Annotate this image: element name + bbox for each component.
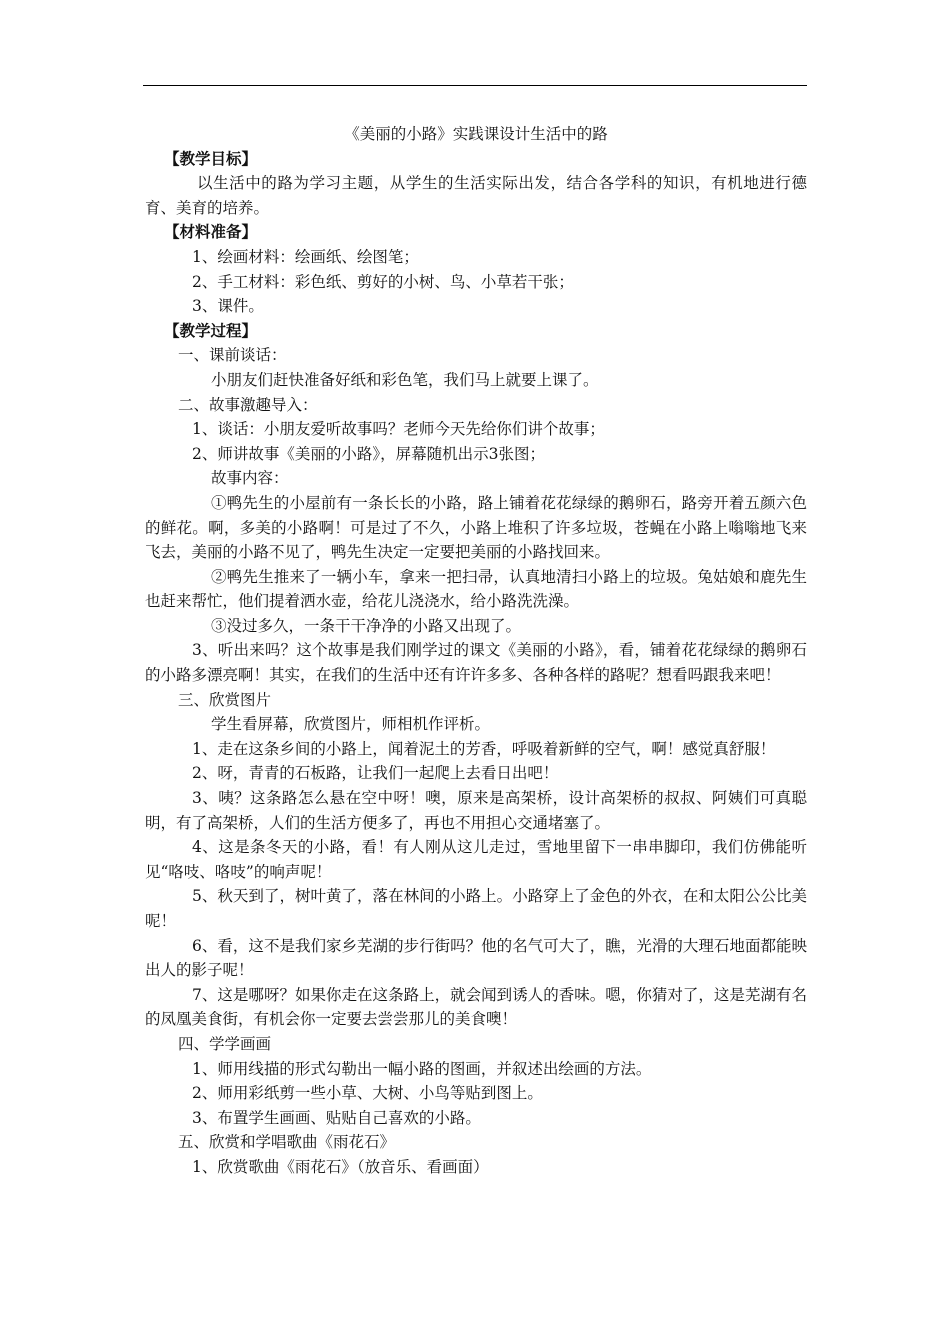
paragraph: 1、绘画材料：绘画纸、绘图笔；	[192, 247, 419, 266]
paragraph: 四、学学画画	[178, 1034, 272, 1053]
paragraph: 3、课件。	[192, 297, 264, 316]
paragraph: 2、手工材料：彩色纸、剪好的小树、鸟、小草若干张；	[192, 272, 574, 291]
paragraph: 2、师用彩纸剪一些小草、大树、小鸟等贴到图上。	[192, 1084, 543, 1103]
section-heading: 【材料准备】	[164, 222, 258, 242]
document-title: 《美丽的小路》实践课设计生活中的路	[344, 125, 608, 143]
paragraph: 7、这是哪呀？如果你走在这条路上，就会闻到诱人的香味。嗯，你猜对了，这是芜湖有名的凤凰美食街，有机会你一定要去尝尝那儿的美食噢！	[145, 985, 807, 1029]
paragraph: 故事内容：	[211, 469, 289, 488]
paragraph: 二、故事激趣导入：	[178, 395, 318, 414]
paragraph: 2、师讲故事《美丽的小路》，屏幕随机出示3张图；	[192, 444, 545, 463]
paragraph: ③没过多久，一条干干净净的小路又出现了。	[211, 616, 522, 635]
paragraph: 1、谈话：小朋友爱听故事吗？老师今天先给你们讲个故事；	[192, 420, 605, 439]
paragraph: 1、走在这条乡间的小路上，闻着泥土的芳香，呼吸着新鲜的空气，啊！感觉真舒服！	[192, 739, 776, 758]
section-heading: 【教学目标】	[164, 148, 258, 168]
paragraph: 2、呀，青青的石板路，让我们一起爬上去看日出吧！	[192, 764, 559, 783]
paragraph: 3、听出来吗？这个故事是我们刚学过的课文《美丽的小路》，看，铺着花花绿绿的鹅卵石的小路多漂亮啊！其实，在我们的生活中还有许许多多、各种各样的路呢？想看吗跟我来吧！	[145, 641, 807, 685]
header-rule	[143, 85, 807, 86]
document-body	[145, 122, 807, 1180]
document-blocks	[145, 147, 807, 1180]
paragraph: ②鸭先生推来了一辆小车，拿来一把扫帚，认真地清扫小路上的垃圾。兔姑娘和鹿先生也赶来帮忙，他们提着洒水壶，给花儿浇浇水，给小路洗洗澡。	[145, 567, 807, 611]
paragraph: 3、布置学生画画、贴贴自己喜欢的小路。	[192, 1108, 481, 1127]
paragraph: 4、这是条冬天的小路，看！有人刚从这儿走过，雪地里留下一串串脚印，我们仿佛能听见“咯吱、咯吱”的响声呢！	[145, 838, 807, 881]
paragraph: ①鸭先生的小屋前有一条长长的小路，路上铺着花花绿绿的鹅卵石，路旁开着五颜六色的鲜花。啊，多美的小路啊！可是过了不久，小路上堆积了许多垃圾，苍蝇在小路上嗡嗡地飞来飞去，美丽的小路不见了，鸭先生决定一定要把美丽的小路找回来。	[145, 493, 807, 562]
paragraph: 5、秋天到了，树叶黄了，落在林间的小路上。小路穿上了金色的外衣，在和太阳公公比美呢！	[145, 887, 807, 930]
paragraph: 小朋友们赶快准备好纸和彩色笔，我们马上就要上课了。	[211, 370, 599, 389]
paragraph: 1、欣赏歌曲《雨花石》（放音乐、看画面）	[192, 1157, 489, 1176]
paragraph: 3、咦？这条路怎么悬在空中呀！噢，原来是高架桥，设计高架桥的叔叔、阿姨们可真聪明，有了高架桥，人们的生活方便多了，再也不用担心交通堵塞了。	[145, 789, 807, 832]
paragraph: 1、师用线描的形式勾勒出一幅小路的图画，并叙述出绘画的方法。	[192, 1059, 652, 1078]
paragraph: 以生活中的路为学习主题，从学生的生活实际出发，结合各学科的知识，有机地进行德育、美育的培养。	[145, 174, 807, 217]
section-heading: 【教学过程】	[164, 320, 258, 340]
paragraph: 五、欣赏和学唱歌曲《雨花石》	[178, 1133, 396, 1152]
paragraph: 一、课前谈话：	[178, 346, 287, 365]
paragraph: 学生看屏幕，欣赏图片，师相机作评析。	[211, 715, 491, 734]
paragraph: 三、欣赏图片	[178, 690, 272, 709]
paragraph: 6、看，这不是我们家乡芜湖的步行街吗？他的名气可大了，瞧，光滑的大理石地面都能映出人的影子呢！	[145, 936, 807, 980]
